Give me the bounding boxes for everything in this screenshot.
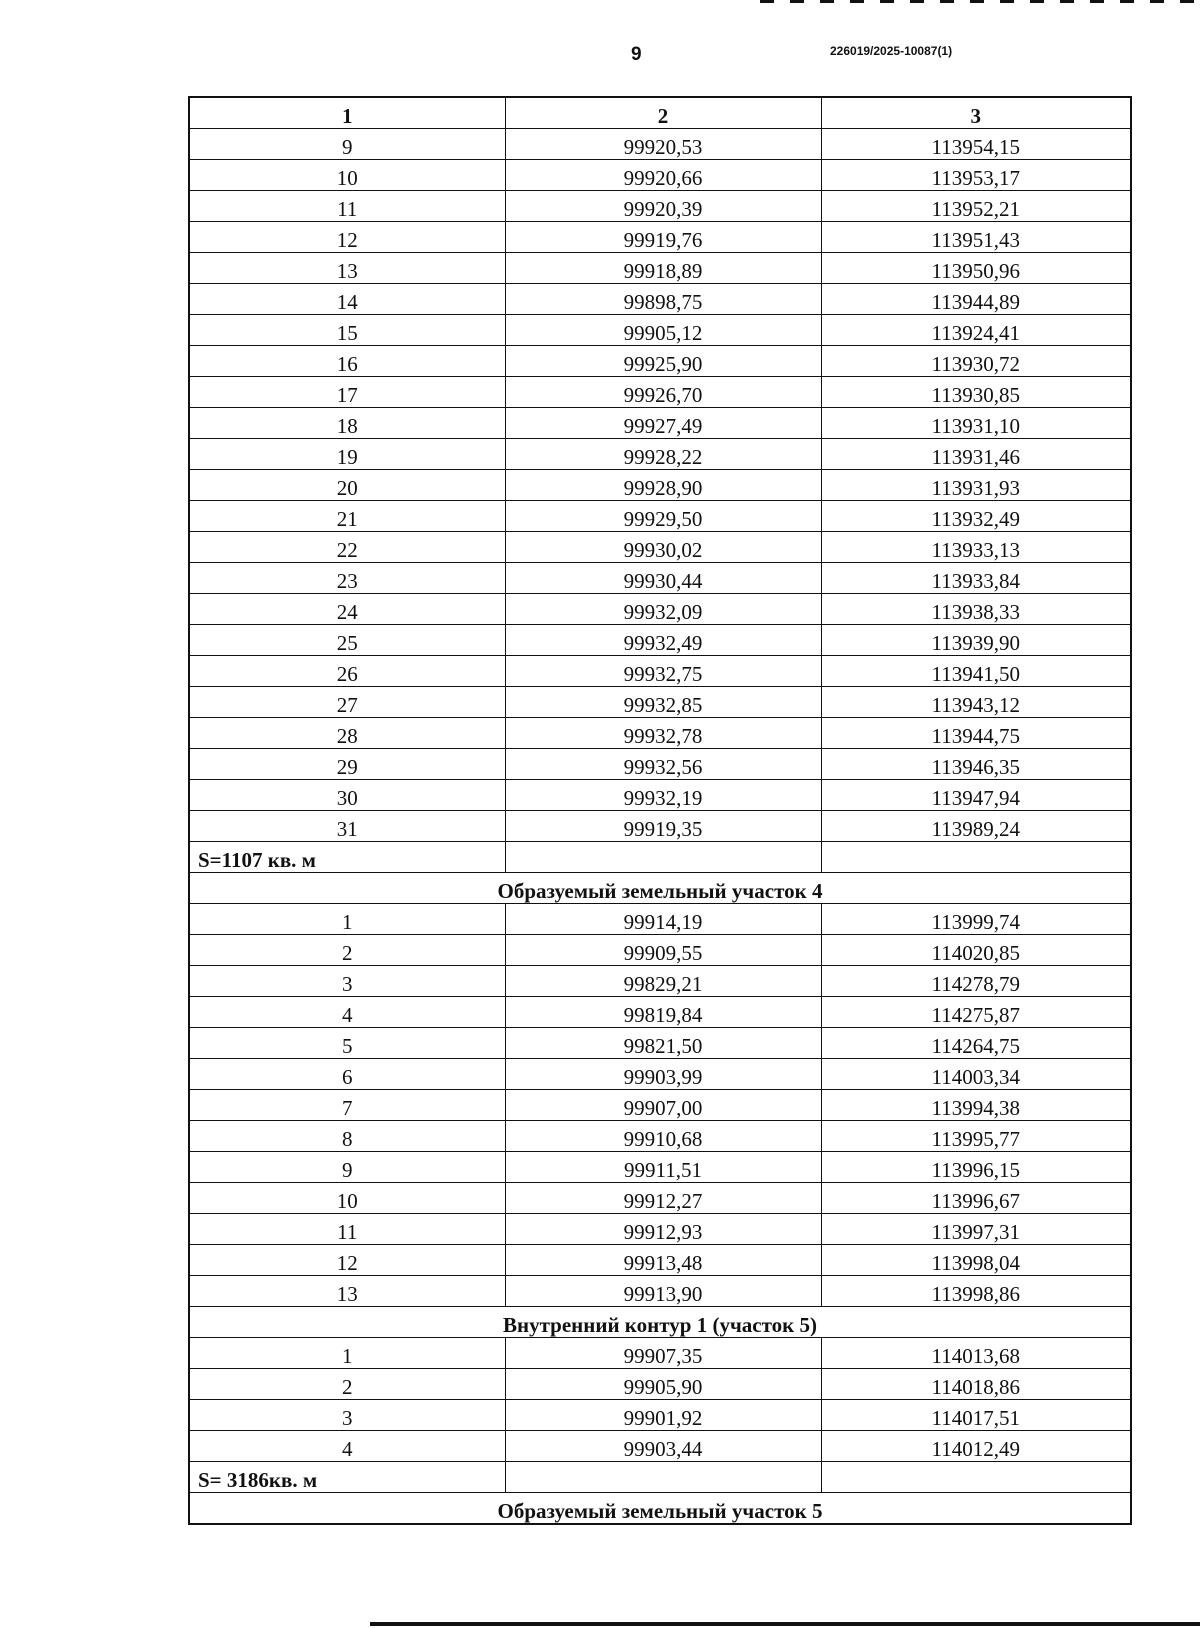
x-coordinate: 99819,84 — [505, 997, 821, 1028]
document-id: 226019/2025-10087(1) — [830, 44, 953, 58]
table-row — [189, 718, 1131, 749]
table-row — [189, 1121, 1131, 1152]
empty-cell — [505, 1462, 821, 1493]
table-row — [189, 1059, 1131, 1090]
point-number: 12 — [189, 222, 505, 253]
point-number: 6 — [189, 1059, 505, 1090]
point-number: 24 — [189, 594, 505, 625]
point-number: 14 — [189, 284, 505, 315]
point-number: 12 — [189, 1245, 505, 1276]
table-row — [189, 408, 1131, 439]
y-coordinate: 113997,31 — [821, 1214, 1131, 1245]
point-number: 19 — [189, 439, 505, 470]
section-heading: Образуемый земельный участок 5 — [189, 1493, 1131, 1525]
point-number: 20 — [189, 470, 505, 501]
x-coordinate: 99907,00 — [505, 1090, 821, 1121]
x-coordinate: 99920,53 — [505, 129, 821, 160]
table-row — [189, 749, 1131, 780]
table-row — [189, 346, 1131, 377]
x-coordinate: 99929,50 — [505, 501, 821, 532]
point-number: 25 — [189, 625, 505, 656]
y-coordinate: 113954,15 — [821, 129, 1131, 160]
x-coordinate: 99919,76 — [505, 222, 821, 253]
table-header-row — [189, 97, 1131, 129]
table-row — [189, 315, 1131, 346]
x-coordinate: 99932,49 — [505, 625, 821, 656]
table-row — [189, 253, 1131, 284]
column-header-2: 2 — [505, 97, 821, 129]
page-number: 9 — [631, 44, 642, 65]
x-coordinate: 99932,19 — [505, 780, 821, 811]
x-coordinate: 99932,78 — [505, 718, 821, 749]
empty-cell — [505, 842, 821, 873]
point-number: 1 — [189, 1338, 505, 1369]
x-coordinate: 99919,35 — [505, 811, 821, 842]
y-coordinate: 113931,10 — [821, 408, 1131, 439]
table-row — [189, 284, 1131, 315]
point-number: 26 — [189, 656, 505, 687]
section-heading: Образуемый земельный участок 4 — [189, 873, 1131, 904]
y-coordinate: 114017,51 — [821, 1400, 1131, 1431]
point-number: 16 — [189, 346, 505, 377]
y-coordinate: 113944,89 — [821, 284, 1131, 315]
point-number: 3 — [189, 966, 505, 997]
y-coordinate: 114020,85 — [821, 935, 1131, 966]
coordinates-table-body — [189, 97, 1131, 1524]
y-coordinate: 113994,38 — [821, 1090, 1131, 1121]
y-coordinate: 113943,12 — [821, 687, 1131, 718]
x-coordinate: 99911,51 — [505, 1152, 821, 1183]
x-coordinate: 99912,93 — [505, 1214, 821, 1245]
y-coordinate: 113950,96 — [821, 253, 1131, 284]
y-coordinate: 114012,49 — [821, 1431, 1131, 1462]
point-number: 17 — [189, 377, 505, 408]
x-coordinate: 99912,27 — [505, 1183, 821, 1214]
y-coordinate: 113930,72 — [821, 346, 1131, 377]
table-row — [189, 532, 1131, 563]
x-coordinate: 99926,70 — [505, 377, 821, 408]
y-coordinate: 113998,86 — [821, 1276, 1131, 1307]
table-row — [189, 1276, 1131, 1307]
table-row — [189, 563, 1131, 594]
y-coordinate: 113953,17 — [821, 160, 1131, 191]
table-row — [189, 439, 1131, 470]
y-coordinate: 113931,93 — [821, 470, 1131, 501]
point-number: 10 — [189, 1183, 505, 1214]
y-coordinate: 114278,79 — [821, 966, 1131, 997]
x-coordinate: 99930,02 — [505, 532, 821, 563]
table-row — [189, 1338, 1131, 1369]
table-row — [189, 129, 1131, 160]
y-coordinate: 113989,24 — [821, 811, 1131, 842]
table-row — [189, 656, 1131, 687]
table-row — [189, 625, 1131, 656]
y-coordinate: 113951,43 — [821, 222, 1131, 253]
x-coordinate: 99927,49 — [505, 408, 821, 439]
table-row — [189, 1400, 1131, 1431]
x-coordinate: 99907,35 — [505, 1338, 821, 1369]
x-coordinate: 99914,19 — [505, 904, 821, 935]
point-number: 23 — [189, 563, 505, 594]
point-number: 29 — [189, 749, 505, 780]
x-coordinate: 99918,89 — [505, 253, 821, 284]
table-row — [189, 1214, 1131, 1245]
x-coordinate: 99913,90 — [505, 1276, 821, 1307]
point-number: 28 — [189, 718, 505, 749]
section-heading: Внутренний контур 1 (участок 5) — [189, 1307, 1131, 1338]
point-number: 13 — [189, 1276, 505, 1307]
y-coordinate: 113946,35 — [821, 749, 1131, 780]
x-coordinate: 99821,50 — [505, 1028, 821, 1059]
y-coordinate: 113998,04 — [821, 1245, 1131, 1276]
y-coordinate: 114264,75 — [821, 1028, 1131, 1059]
y-coordinate: 113999,74 — [821, 904, 1131, 935]
scan-top-edge-marks — [760, 0, 1200, 3]
table-row — [189, 594, 1131, 625]
point-number: 9 — [189, 129, 505, 160]
point-number: 21 — [189, 501, 505, 532]
point-number: 8 — [189, 1121, 505, 1152]
table-row — [189, 377, 1131, 408]
point-number: 4 — [189, 1431, 505, 1462]
area-row — [189, 1462, 1131, 1493]
y-coordinate: 114013,68 — [821, 1338, 1131, 1369]
x-coordinate: 99913,48 — [505, 1245, 821, 1276]
coordinates-table — [188, 96, 1132, 1525]
table-row — [189, 966, 1131, 997]
table-row — [189, 1183, 1131, 1214]
table-row — [189, 935, 1131, 966]
point-number: 3 — [189, 1400, 505, 1431]
x-coordinate: 99928,22 — [505, 439, 821, 470]
x-coordinate: 99925,90 — [505, 346, 821, 377]
point-number: 7 — [189, 1090, 505, 1121]
section-heading-row — [189, 1307, 1131, 1338]
table-row — [189, 160, 1131, 191]
x-coordinate: 99903,99 — [505, 1059, 821, 1090]
x-coordinate: 99903,44 — [505, 1431, 821, 1462]
table-row — [189, 811, 1131, 842]
y-coordinate: 113939,90 — [821, 625, 1131, 656]
y-coordinate: 113932,49 — [821, 501, 1131, 532]
point-number: 22 — [189, 532, 505, 563]
column-header-3: 3 — [821, 97, 1131, 129]
x-coordinate: 99932,75 — [505, 656, 821, 687]
area-value: S= 3186кв. м — [189, 1462, 505, 1493]
point-number: 18 — [189, 408, 505, 439]
y-coordinate: 113996,15 — [821, 1152, 1131, 1183]
section-heading-row — [189, 873, 1131, 904]
table-row — [189, 1028, 1131, 1059]
x-coordinate: 99932,56 — [505, 749, 821, 780]
point-number: 5 — [189, 1028, 505, 1059]
point-number: 10 — [189, 160, 505, 191]
x-coordinate: 99932,85 — [505, 687, 821, 718]
y-coordinate: 113930,85 — [821, 377, 1131, 408]
table-row — [189, 904, 1131, 935]
y-coordinate: 113941,50 — [821, 656, 1131, 687]
x-coordinate: 99905,12 — [505, 315, 821, 346]
table-row — [189, 501, 1131, 532]
point-number: 13 — [189, 253, 505, 284]
y-coordinate: 114018,86 — [821, 1369, 1131, 1400]
x-coordinate: 99829,21 — [505, 966, 821, 997]
point-number: 11 — [189, 1214, 505, 1245]
x-coordinate: 99909,55 — [505, 935, 821, 966]
section-heading-row — [189, 1493, 1131, 1525]
y-coordinate: 114003,34 — [821, 1059, 1131, 1090]
table-row — [189, 191, 1131, 222]
x-coordinate: 99930,44 — [505, 563, 821, 594]
empty-cell — [821, 1462, 1131, 1493]
table-row — [189, 1090, 1131, 1121]
point-number: 11 — [189, 191, 505, 222]
point-number: 2 — [189, 935, 505, 966]
table-row — [189, 1431, 1131, 1462]
y-coordinate: 113996,67 — [821, 1183, 1131, 1214]
x-coordinate: 99898,75 — [505, 284, 821, 315]
table-row — [189, 1152, 1131, 1183]
area-row — [189, 842, 1131, 873]
x-coordinate: 99910,68 — [505, 1121, 821, 1152]
table-row — [189, 1245, 1131, 1276]
point-number: 27 — [189, 687, 505, 718]
point-number: 30 — [189, 780, 505, 811]
point-number: 9 — [189, 1152, 505, 1183]
y-coordinate: 113933,13 — [821, 532, 1131, 563]
scan-bottom-edge — [370, 1622, 1200, 1626]
empty-cell — [821, 842, 1131, 873]
y-coordinate: 113931,46 — [821, 439, 1131, 470]
y-coordinate: 113995,77 — [821, 1121, 1131, 1152]
y-coordinate: 113924,41 — [821, 315, 1131, 346]
y-coordinate: 113944,75 — [821, 718, 1131, 749]
point-number: 15 — [189, 315, 505, 346]
table-row — [189, 470, 1131, 501]
table-row — [189, 1369, 1131, 1400]
column-header-1: 1 — [189, 97, 505, 129]
y-coordinate: 113952,21 — [821, 191, 1131, 222]
y-coordinate: 113938,33 — [821, 594, 1131, 625]
y-coordinate: 114275,87 — [821, 997, 1131, 1028]
point-number: 31 — [189, 811, 505, 842]
y-coordinate: 113947,94 — [821, 780, 1131, 811]
table-row — [189, 780, 1131, 811]
x-coordinate: 99928,90 — [505, 470, 821, 501]
x-coordinate: 99932,09 — [505, 594, 821, 625]
table-row — [189, 687, 1131, 718]
table-row — [189, 222, 1131, 253]
x-coordinate: 99905,90 — [505, 1369, 821, 1400]
table-row — [189, 997, 1131, 1028]
x-coordinate: 99920,39 — [505, 191, 821, 222]
x-coordinate: 99920,66 — [505, 160, 821, 191]
point-number: 4 — [189, 997, 505, 1028]
point-number: 2 — [189, 1369, 505, 1400]
point-number: 1 — [189, 904, 505, 935]
x-coordinate: 99901,92 — [505, 1400, 821, 1431]
area-value: S=1107 кв. м — [189, 842, 505, 873]
y-coordinate: 113933,84 — [821, 563, 1131, 594]
